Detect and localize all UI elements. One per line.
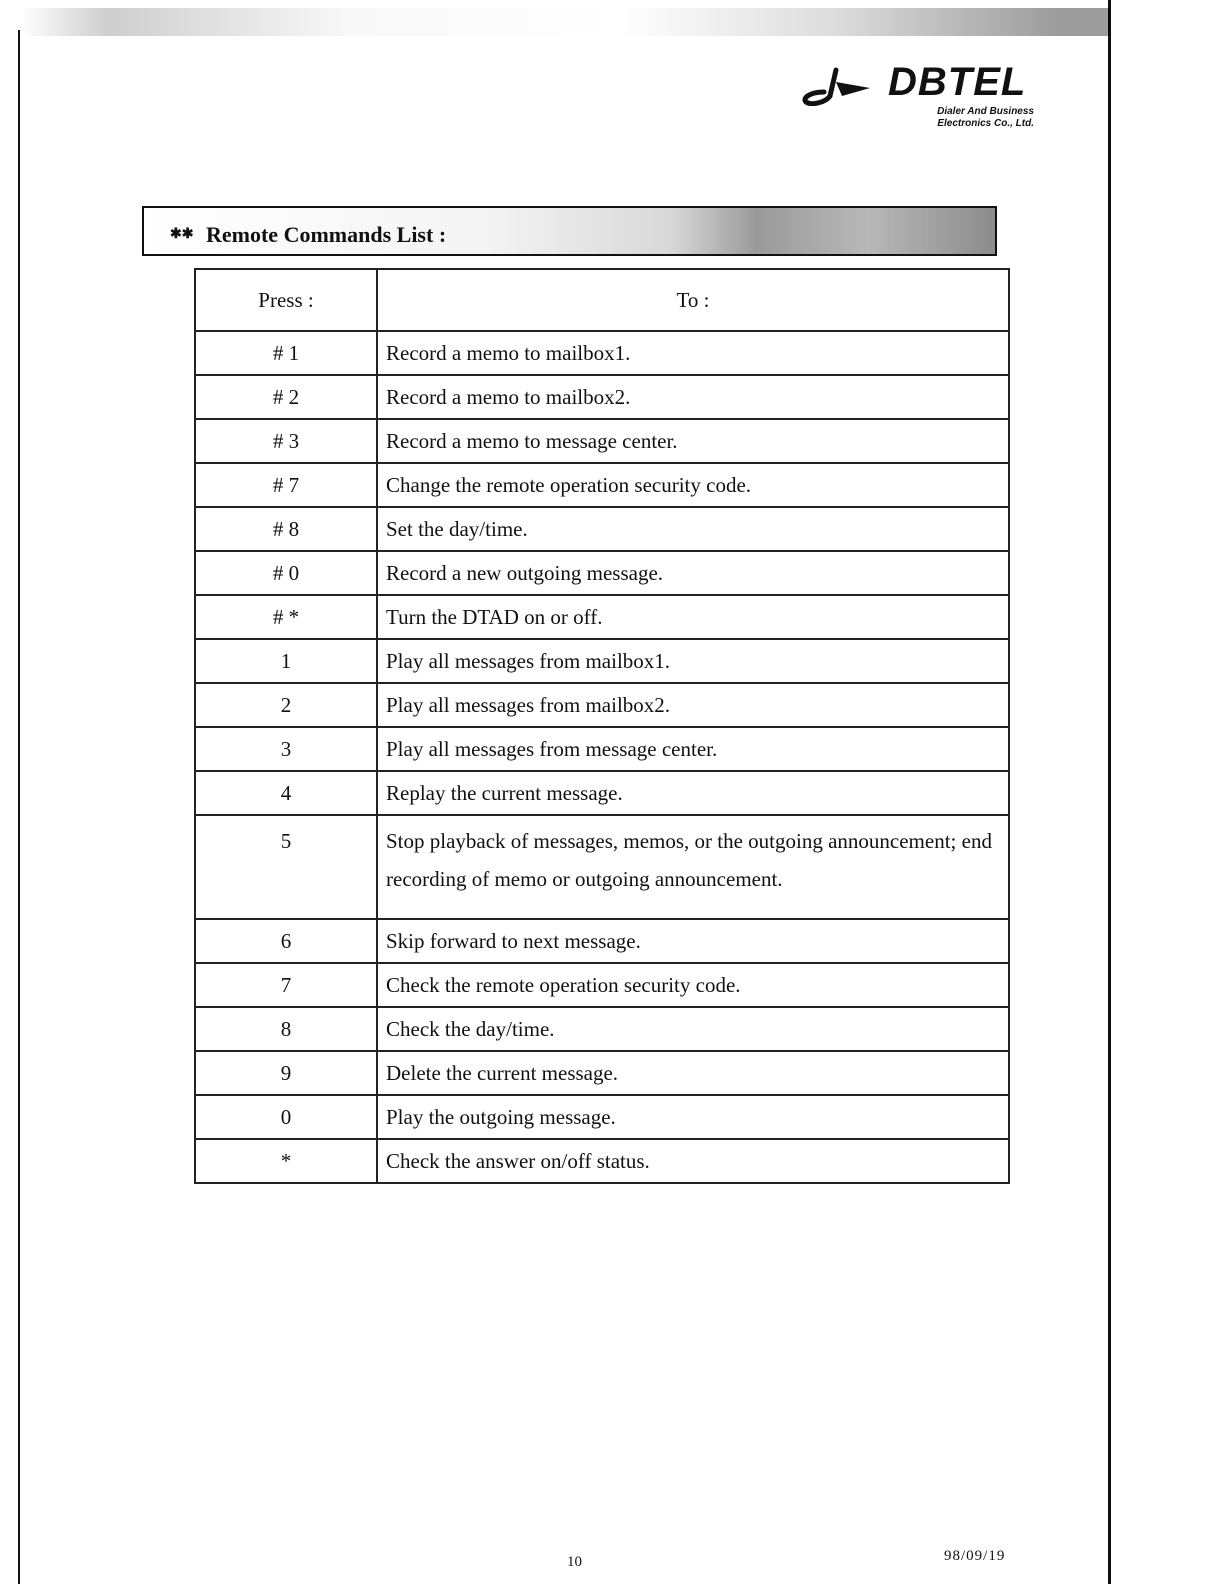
column-header-press: Press :: [195, 269, 377, 331]
table-row: [195, 639, 1009, 683]
command-action: Replay the current message.: [377, 771, 1009, 815]
table-row: [195, 919, 1009, 963]
command-action: Stop playback of messages, memos, or the outgoing announcement; end recording of memo or outgoing announcement.: [377, 815, 1009, 919]
asterisk-icon: ✱✱: [170, 227, 194, 242]
table-row: [195, 463, 1009, 507]
table-row: [195, 683, 1009, 727]
page-edge-right: [1108, 0, 1111, 1584]
command-action: Delete the current message.: [377, 1051, 1009, 1095]
dbtel-logo-icon: [796, 66, 882, 106]
command-key: 6: [195, 919, 377, 963]
command-key: 8: [195, 1007, 377, 1051]
table-row: [195, 1051, 1009, 1095]
command-key: 9: [195, 1051, 377, 1095]
command-action: Record a memo to mailbox1.: [377, 331, 1009, 375]
footer-date: 98/09/19: [944, 1548, 1006, 1564]
table-row: [195, 815, 1009, 919]
command-action: Play the outgoing message.: [377, 1095, 1009, 1139]
table-row: [195, 419, 1009, 463]
table-header-row: [195, 269, 1009, 331]
command-key: 2: [195, 683, 377, 727]
table-row: [195, 1095, 1009, 1139]
command-key: # 2: [195, 375, 377, 419]
table-body: [195, 331, 1009, 1183]
table-row: [195, 963, 1009, 1007]
command-action: Check the answer on/off status.: [377, 1139, 1009, 1183]
command-key: # 3: [195, 419, 377, 463]
table-row: [195, 1007, 1009, 1051]
scan-noise: [20, 8, 1110, 36]
command-action: Turn the DTAD on or off.: [377, 595, 1009, 639]
table-row: [195, 551, 1009, 595]
command-key: # 7: [195, 463, 377, 507]
table-row: [195, 727, 1009, 771]
command-action: Record a new outgoing message.: [377, 551, 1009, 595]
table-row: [195, 771, 1009, 815]
command-key: 5: [195, 815, 377, 919]
command-key: 4: [195, 771, 377, 815]
command-key: 1: [195, 639, 377, 683]
command-action: Check the remote operation security code.: [377, 963, 1009, 1007]
company-logo: [796, 60, 1036, 140]
logo-subtitle: [888, 106, 1034, 130]
command-action: Record a memo to message center.: [377, 419, 1009, 463]
table-row: [195, 331, 1009, 375]
table-row: [195, 1139, 1009, 1183]
command-key: # 8: [195, 507, 377, 551]
logo-name: DBTEL: [888, 60, 1027, 104]
command-key: # 1: [195, 331, 377, 375]
command-action: Skip forward to next message.: [377, 919, 1009, 963]
column-header-to: To :: [377, 269, 1009, 331]
command-action: Record a memo to mailbox2.: [377, 375, 1009, 419]
command-key: 0: [195, 1095, 377, 1139]
table-row: [195, 595, 1009, 639]
command-action: Play all messages from mailbox1.: [377, 639, 1009, 683]
remote-commands-table: [194, 268, 1010, 1184]
command-action: Play all messages from message center.: [377, 727, 1009, 771]
table-row: [195, 375, 1009, 419]
command-key: # 0: [195, 551, 377, 595]
table-row: [195, 507, 1009, 551]
command-action: Play all messages from mailbox2.: [377, 683, 1009, 727]
command-action: Set the day/time.: [377, 507, 1009, 551]
command-key: 7: [195, 963, 377, 1007]
command-key: 3: [195, 727, 377, 771]
page-number: 10: [567, 1554, 582, 1570]
page-edge-left: [18, 30, 20, 1584]
command-action: Change the remote operation security code.: [377, 463, 1009, 507]
section-header-bar: [142, 206, 997, 256]
logo-subtitle-line1: Dialer And Business: [937, 106, 1034, 117]
command-key: # *: [195, 595, 377, 639]
logo-subtitle-line2: Electronics Co., Ltd.: [937, 118, 1034, 129]
command-key: *: [195, 1139, 377, 1183]
command-action: Check the day/time.: [377, 1007, 1009, 1051]
section-title: Remote Commands List :: [206, 222, 447, 247]
